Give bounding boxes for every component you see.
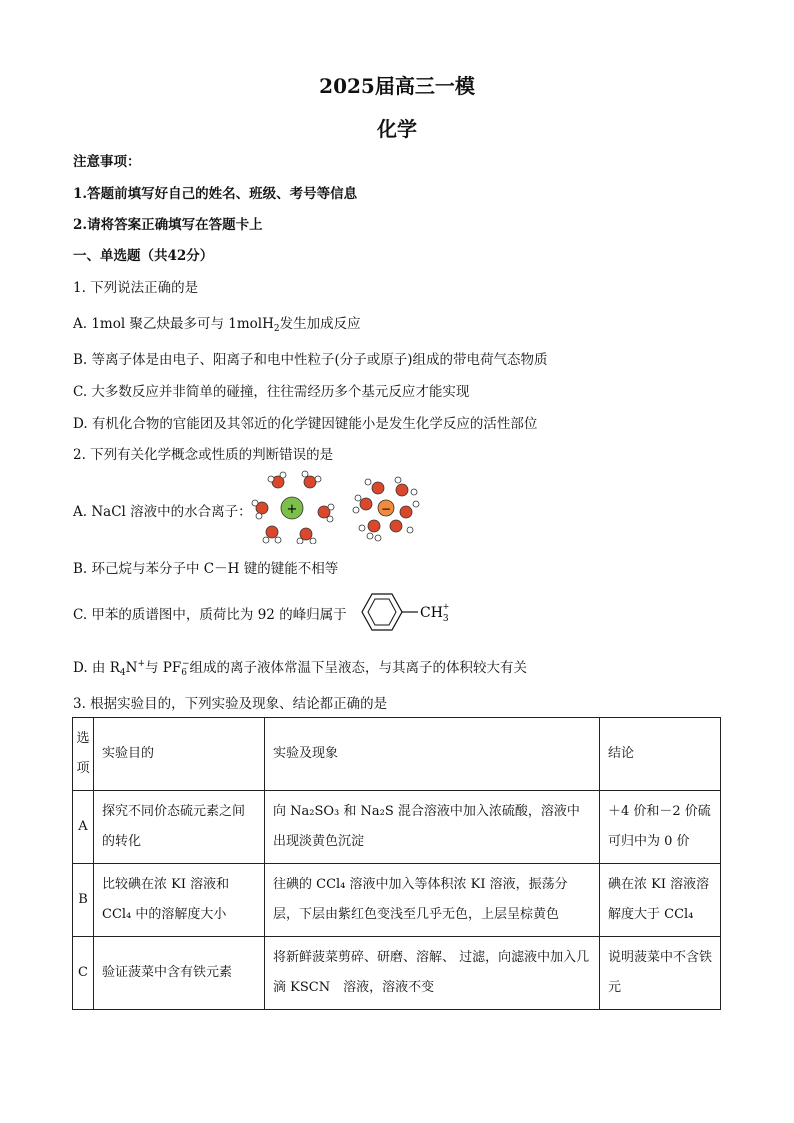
- row-conclusion: ＋4 价和－2 价硫可归中为 0 价: [600, 791, 721, 864]
- anion-sign: −: [380, 502, 392, 516]
- q1-stem: 1. 下列说法正确的是: [73, 280, 199, 296]
- row-option: C: [73, 937, 94, 1010]
- q2-option-c: C. 甲苯的质谱图中，质荷比为 92 的峰归属于: [73, 607, 347, 623]
- row-option: A: [73, 791, 94, 864]
- q2-d-mid2: 与 PF: [144, 660, 182, 676]
- q2-d-mid1: N: [125, 660, 138, 676]
- note-item-2: 2.请将答案正确填写在答题卡上: [73, 217, 263, 233]
- row-option: B: [73, 864, 94, 937]
- header-option: 选项: [73, 718, 94, 791]
- q1-option-d: D. 有机化合物的官能团及其邻近的化学键因键能小是发生化学反应的活性部位: [73, 416, 538, 432]
- row-phenomenon: 向 Na₂SO₃ 和 Na₂S 混合溶液中加入浓硫酸，溶液中出现淡黄色沉淀: [265, 791, 600, 864]
- q2-d-pre: D. 由 R: [73, 660, 120, 676]
- q2-d-sub2: 6: [181, 668, 187, 678]
- header-purpose: 实验目的: [94, 718, 265, 791]
- q1-option-b: B. 等离子体是由电子、阳离子和电中性粒子(分子或原子)组成的带电荷气态物质: [73, 352, 548, 368]
- experiment-table: [72, 717, 721, 1010]
- row-phenomenon: 往碘的 CCl₄ 溶液中加入等体积浓 KI 溶液，振荡分层，下层由紫红色变浅至几乎无色，上层呈棕黄色: [265, 864, 600, 937]
- q2-option-b: B. 环己烷与苯分子中 C－H 键的键能不相等: [73, 561, 339, 577]
- table-row: [73, 937, 721, 1010]
- q2-d-post: 组成的离子液体常温下呈液态，与其离子的体积较大有关: [189, 660, 528, 676]
- table-row: [73, 864, 721, 937]
- notes-heading: 注意事项：: [73, 154, 141, 170]
- header-conclusion: 结论: [600, 718, 721, 791]
- header-phenomenon: 实验及现象: [265, 718, 600, 791]
- exam-title: 2025届高三一模: [319, 74, 475, 98]
- note-item-1: 1.答题前填写好自己的姓名、班级、考号等信息: [73, 186, 358, 202]
- q1-option-c: C. 大多数反应并非简单的碰撞，往往需经历多个基元反应才能实现: [73, 384, 470, 400]
- hydrated-cation: [252, 471, 334, 544]
- q1-option-a: [73, 312, 361, 334]
- section-title: 一、单选题（共42分）: [73, 248, 214, 264]
- hydrated-anion: [353, 477, 419, 541]
- q1-a-post: 发生加成反应: [279, 316, 361, 332]
- q2-d-sup1: +: [137, 659, 145, 669]
- row-purpose: 验证菠菜中含有铁元素: [94, 937, 265, 1010]
- row-conclusion: 说明菠菜中不含铁元: [600, 937, 721, 1010]
- hydrated-ions-diagram: [250, 470, 425, 544]
- q2-option-d: [73, 656, 527, 678]
- row-purpose: 比较碘在浓 KI 溶液和 CCl₄ 中的溶解度大小: [94, 864, 265, 937]
- table-header-row: [73, 718, 721, 791]
- methylbenzyl-cation-structure: [350, 590, 460, 634]
- ch3-label: $CH_3+$: [420, 602, 450, 624]
- q2-d-sub1: 4: [119, 668, 126, 678]
- q3-stem: 3. 根据实验目的，下列实验及现象、结论都正确的是: [73, 696, 388, 712]
- q1-a-text: A. 1mol 聚乙炔最多可与 1molH: [73, 316, 274, 332]
- cation-sign: +: [286, 502, 298, 517]
- row-phenomenon: 将新鲜菠菜剪碎、研磨、溶解、 过滤，向滤液中加入几滴 KSCN 溶液，溶液不变: [265, 937, 600, 1010]
- q2-stem: 2. 下列有关化学概念或性质的判断错误的是: [73, 447, 334, 463]
- q2-option-a: A. NaCl 溶液中的水合离子：: [73, 504, 252, 520]
- q1-a-sub: 2: [273, 324, 280, 334]
- q2-d-sup2: −: [181, 659, 190, 669]
- row-conclusion: 碘在浓 KI 溶液溶解度大于 CCl₄: [600, 864, 721, 937]
- row-purpose: 探究不同价态硫元素之间的转化: [94, 791, 265, 864]
- subject-title: 化学: [377, 117, 417, 141]
- table-row: [73, 791, 721, 864]
